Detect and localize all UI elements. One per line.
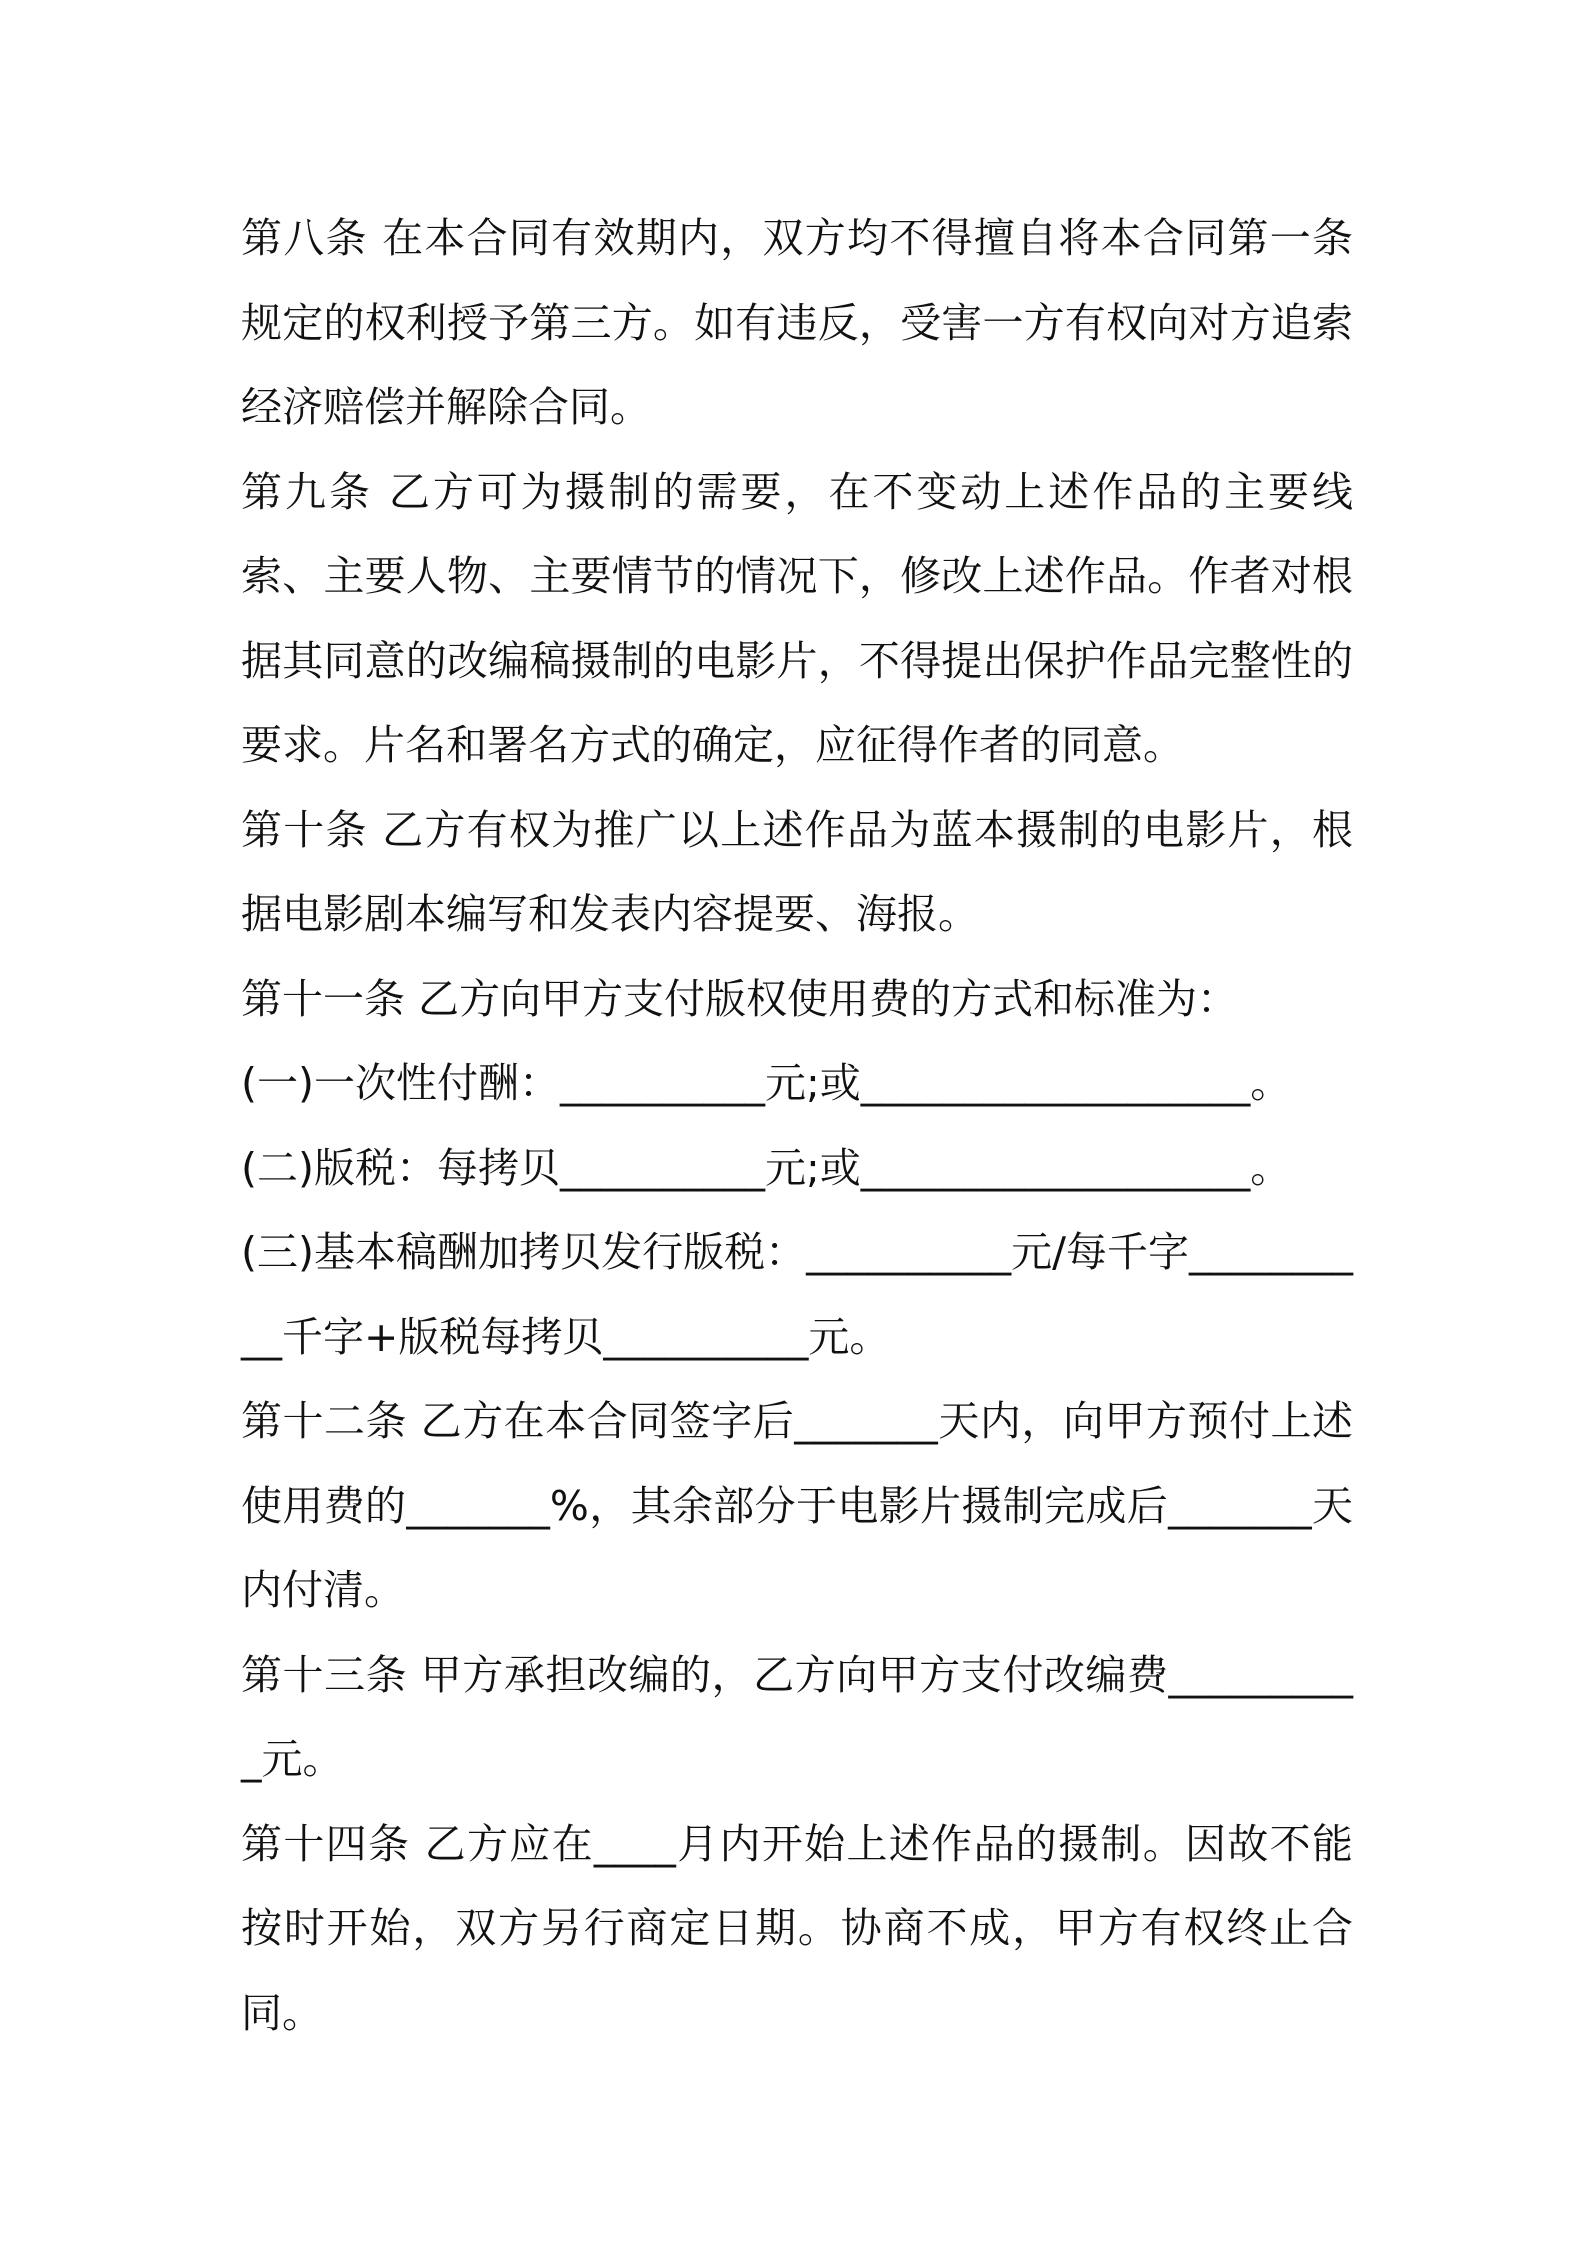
article-11-paragraph: 第十一条 乙方向甲方支付版权使用费的方式和标准为： xyxy=(241,974,1239,1023)
article-11-item-1: (一)一次性付酬：__________元;或___________________。 xyxy=(241,1059,1292,1107)
article-11-item-2: (二)版税：每拷贝__________元;或___________________。 xyxy=(241,1143,1292,1192)
article-13-paragraph: 第十三条 甲方承担改编的，乙方向甲方支付改编费__________元。 xyxy=(241,1650,1353,1783)
article-9-paragraph: 第九条 乙方可为摄制的需要，在不变动上述作品的主要线索、主要人物、主要情节的情况下，修改上述作品。作者对根据其同意的改编稿摄制的电影片，不得提出保护作品完整性的要求。片名和署名方式的确定，应征得作者的同意。 xyxy=(241,467,1353,769)
article-8-paragraph: 第八条 在本合同有效期内，双方均不得擅自将本合同第一条规定的权利授予第三方。如有违反，受害一方有权向对方追索经济赔偿并解除合同。 xyxy=(241,214,1353,431)
document-body xyxy=(241,196,1353,2055)
article-10-paragraph: 第十条 乙方有权为推广以上述作品为蓝本摄制的电影片，根据电影剧本编写和发表内容提要、海报。 xyxy=(241,805,1353,938)
article-14-paragraph: 第十四条 乙方应在____月内开始上述作品的摄制。因故不能按时开始，双方另行商定日期。协商不成，甲方有权终止合同。 xyxy=(241,1819,1353,2037)
article-12-paragraph: 第十二条 乙方在本合同签字后_______天内，向甲方预付上述使用费的_______%，其余部分于电影片摄制完成后_______天内付清。 xyxy=(241,1397,1353,1614)
article-11-item-3: (三)基本稿酬加拷贝发行版税：__________元/每千字__________千字+版税每拷贝__________元。 xyxy=(241,1228,1353,1361)
